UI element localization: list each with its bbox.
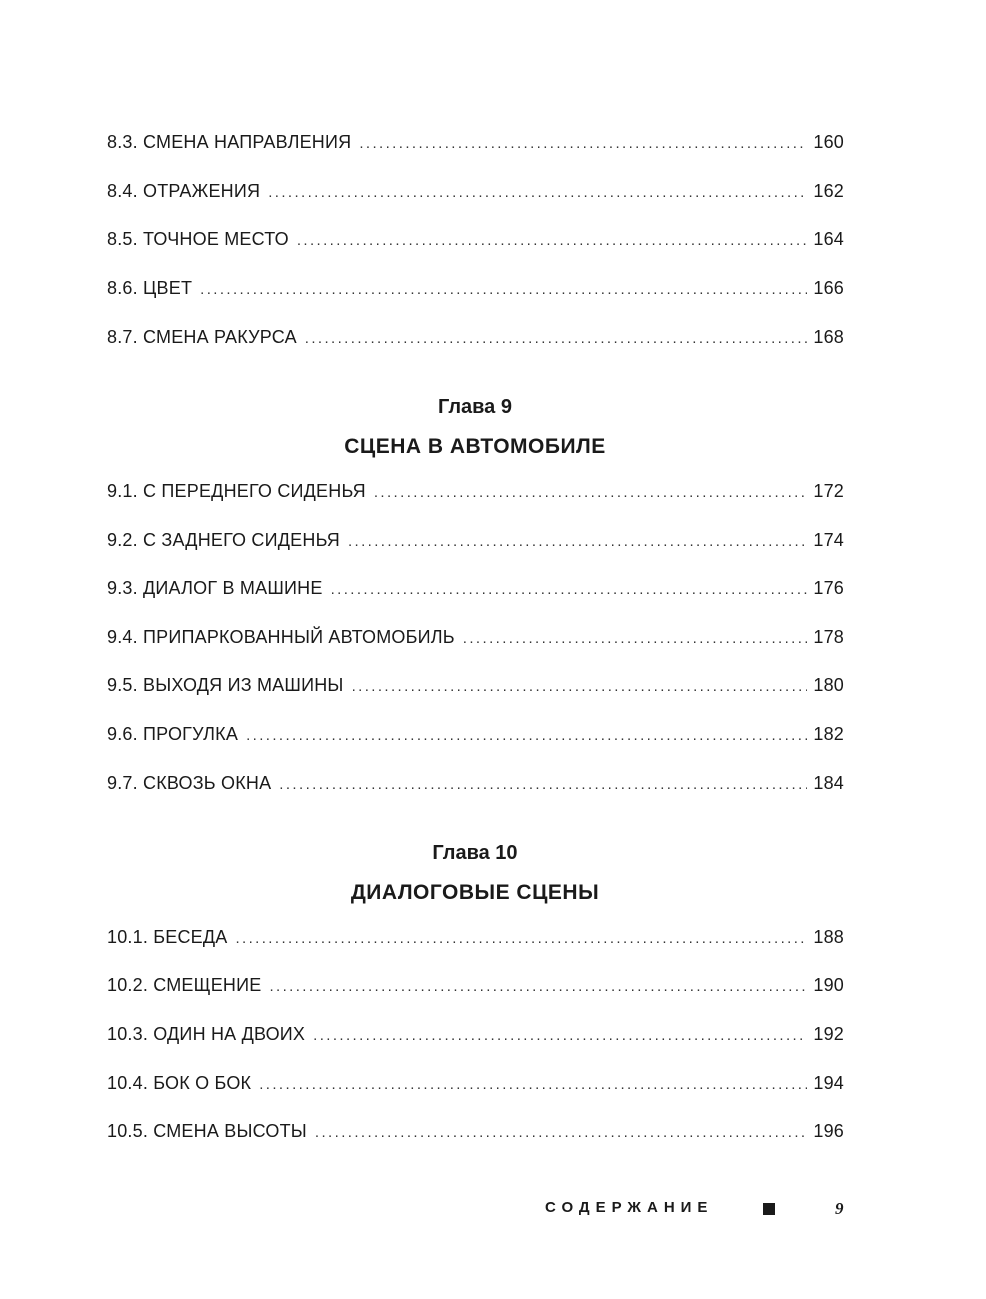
toc-entry (107, 229, 844, 250)
toc-entry-page: 172 (813, 481, 844, 501)
dot-leader (352, 678, 808, 695)
toc-entry-label: 9.4. ПРИПАРКОВАННЫЙ АВТОМОБИЛЬ (107, 627, 455, 647)
toc-entry-label: 8.5. ТОЧНОЕ МЕСТО (107, 229, 289, 249)
toc-entry-label: 8.6. ЦВЕТ (107, 278, 193, 298)
toc-entry-page: 166 (813, 278, 844, 298)
dot-leader (359, 135, 807, 152)
toc-entry-label: 10.5. СМЕНА ВЫСОТЫ (107, 1121, 307, 1141)
dot-leader (305, 330, 808, 347)
toc-entry-page: 174 (813, 530, 844, 550)
toc-entry-page: 190 (813, 975, 844, 995)
toc-entry (107, 1073, 844, 1094)
toc-entry-label: 9.1. С ПЕРЕДНЕГО СИДЕНЬЯ (107, 481, 366, 501)
dot-leader (200, 281, 807, 298)
dot-leader (279, 776, 807, 793)
toc-entry (107, 675, 844, 696)
dot-leader (246, 727, 807, 744)
toc-entry-page: 184 (813, 773, 844, 793)
toc-entry (107, 975, 844, 996)
toc-entry-label: 9.7. СКВОЗЬ ОКНА (107, 773, 272, 793)
toc-entry-page: 176 (813, 578, 844, 598)
toc-entry-page: 196 (813, 1121, 844, 1141)
toc-entry (107, 530, 844, 551)
dot-leader (269, 978, 807, 995)
toc-entry (107, 132, 844, 153)
chapter-title: СЦЕНА В АВТОМОБИЛЕ (344, 435, 606, 458)
dot-leader (259, 1076, 807, 1093)
toc-entry-page: 178 (813, 627, 844, 647)
toc-entry-label: 8.4. ОТРАЖЕНИЯ (107, 181, 261, 201)
toc-entry-label: 10.3. ОДИН НА ДВОИХ (107, 1024, 306, 1044)
dot-leader (315, 1124, 807, 1141)
toc-entry-label: 10.2. СМЕЩЕНИЕ (107, 975, 262, 995)
toc-entry-label: 9.2. С ЗАДНЕГО СИДЕНЬЯ (107, 530, 340, 550)
toc-entry (107, 773, 844, 794)
toc-entry (107, 578, 844, 599)
toc-entry-page: 192 (813, 1024, 844, 1044)
dot-leader (348, 533, 807, 550)
chapter-number: Глава 10 (432, 842, 518, 864)
toc-entry-page: 180 (813, 675, 844, 695)
dot-leader (331, 581, 808, 598)
toc-entry-label: 10.4. БОК О БОК (107, 1073, 252, 1093)
toc-entry (107, 1121, 844, 1142)
toc-entry (107, 627, 844, 648)
toc-entry (107, 724, 844, 745)
toc-entry-label: 8.7. СМЕНА РАКУРСА (107, 327, 297, 347)
toc-entry (107, 1024, 844, 1045)
toc-entry-page: 182 (813, 724, 844, 744)
toc-entry-label: 9.5. ВЫХОДЯ ИЗ МАШИНЫ (107, 675, 344, 695)
toc-entry-label: 9.6. ПРОГУЛКА (107, 724, 239, 744)
dot-leader (313, 1027, 807, 1044)
toc-entry-page: 162 (813, 181, 844, 201)
toc-entry-label: 10.1. БЕСЕДА (107, 927, 228, 947)
toc-entry-label: 8.3. СМЕНА НАПРАВЛЕНИЯ (107, 132, 352, 152)
toc-entry (107, 481, 844, 502)
running-footer-section: СОДЕРЖАНИЕ (545, 1199, 714, 1216)
square-bullet-icon (763, 1203, 775, 1215)
dot-leader (235, 930, 807, 947)
toc-entry (107, 927, 844, 948)
page-number: 9 (835, 1199, 844, 1218)
chapter-title: ДИАЛОГОВЫЕ СЦЕНЫ (350, 881, 600, 904)
toc-entry-page: 160 (813, 132, 844, 152)
dot-leader (297, 232, 808, 249)
dot-leader (463, 630, 808, 647)
toc-entry-page: 168 (813, 327, 844, 347)
toc-entry (107, 181, 844, 202)
toc-entry (107, 278, 844, 299)
dot-leader (268, 184, 807, 201)
dot-leader (374, 484, 808, 501)
toc-entry-page: 188 (813, 927, 844, 947)
toc-entry-page: 194 (813, 1073, 844, 1093)
toc-entry-label: 9.3. ДИАЛОГ В МАШИНЕ (107, 578, 323, 598)
toc-entry (107, 327, 844, 348)
toc-entry-page: 164 (813, 229, 844, 249)
chapter-number: Глава 9 (437, 396, 512, 418)
